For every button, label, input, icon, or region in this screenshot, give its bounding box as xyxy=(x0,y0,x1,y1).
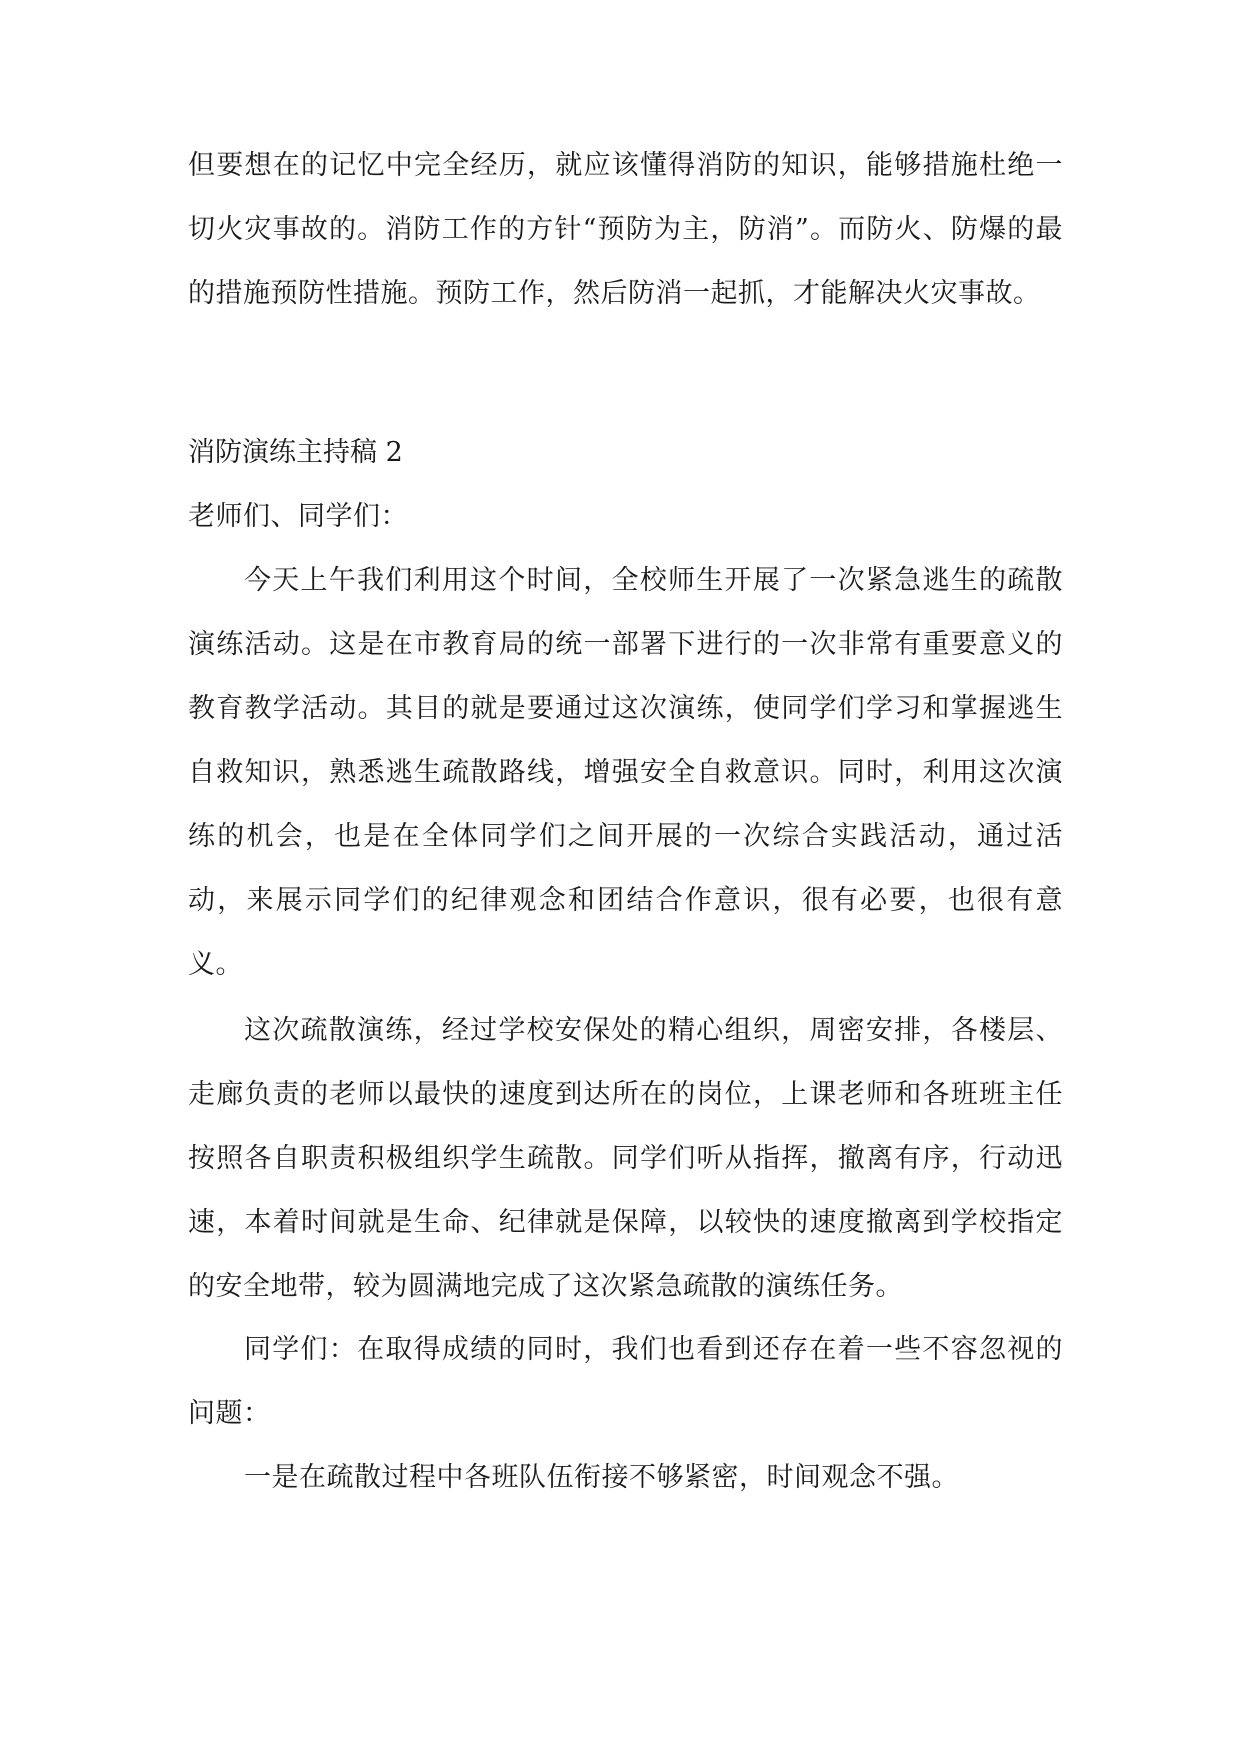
paragraph-purpose: 今天上午我们利用这个时间，全校师生开展了一次紧急逃生的疏散演练活动。这是在市教育局的统一部署下进行的一次非常有重要意义的教育教学活动。其目的就是要通过这次演练，使同学们学习和掌握逃生自救知识，熟悉逃生疏散路线，增强安全自救意识。同时，利用这次演练的机会，也是在全体同学们之间开展的一次综合实践活动，通过活动，来展示同学们的纪律观念和团结合作意识，很有必要，也很有意义。 xyxy=(188,565,1063,980)
paragraph-problem-one: 一是在疏散过程中各班队伍衔接不够紧密，时间观念不强。 xyxy=(244,1462,959,1493)
paragraph-evacuation: 这次疏散演练，经过学校安保处的精心组织，周密安排，各楼层、走廊负责的老师以最快的速度到达所在的岗位，上课老师和各班班主任按照各自职责积极组织学生疏散。同学们听从指挥，撤离有序，行动迅速，本着时间就是生命、纪律就是保障，以较快的速度撤离到学校指定的安全地带，较为圆满地完成了这次紧急疏散的演练任务。 xyxy=(188,1015,1063,1302)
intro-paragraph: 但要想在的记忆中完全经历，就应该懂得消防的知识，能够措施杜绝一切火灾事故的。消防工作的方针“预防为主，防消”。而防火、防爆的最的措施预防性措施。预防工作，然后防消一起抓，才能解决火灾事故。 xyxy=(188,150,1063,309)
paragraph-problems-intro: 同学们：在取得成绩的同时，我们也看到还存在着一些不容忽视的问题： xyxy=(188,1334,1063,1429)
salutation: 老师们、同学们： xyxy=(188,501,408,532)
section-title: 消防演练主持稿 2 xyxy=(188,437,403,468)
